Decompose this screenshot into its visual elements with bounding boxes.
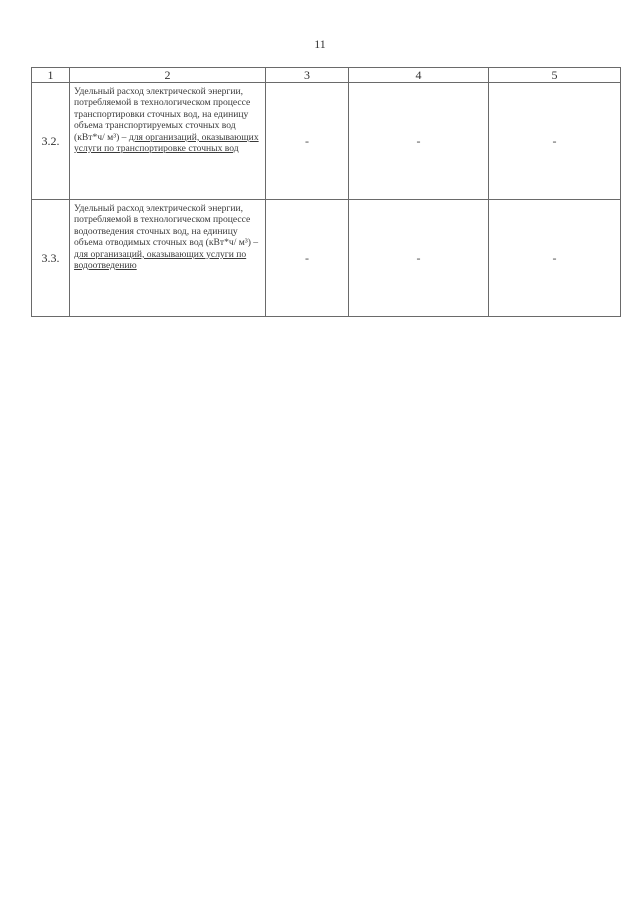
header-cell-5: 5	[489, 68, 621, 83]
value-cell-col3: -	[266, 83, 349, 200]
table-header-row	[32, 68, 621, 83]
value-cell-col3: -	[266, 200, 349, 317]
value-cell-col5: -	[489, 200, 621, 317]
table-row	[32, 83, 621, 200]
page-number: 11	[314, 37, 326, 51]
row-number-cell: 3.2.	[32, 83, 70, 200]
row-description-cell	[70, 200, 266, 317]
indicator-table	[31, 67, 621, 317]
header-cell-3: 3	[266, 68, 349, 83]
header-cell-2: 2	[70, 68, 266, 83]
description-underlined-text: для организаций, оказывающих услуги по водоотведению	[74, 248, 247, 272]
row-number-cell: 3.3.	[32, 200, 70, 317]
value-cell-col4: -	[349, 83, 489, 200]
header-cell-1: 1	[32, 68, 70, 83]
value-cell-col5: -	[489, 83, 621, 200]
header-cell-4: 4	[349, 68, 489, 83]
row-description-cell	[70, 83, 266, 200]
description-underlined-text: для организаций, оказывающих услуги по транспортировке сточных вод	[74, 131, 259, 155]
description-text: Удельный расход электрической энергии, потребляемой в технологическом процессе транспортировки сточных вод, на единицу объема транспортируемых сточных вод (кВт*ч/ м³) –	[74, 86, 251, 143]
description-text: Удельный расход электрической энергии, потребляемой в технологическом процессе водоотведения сточных вод, на единицу объема отводимых сточных вод (кВт*ч/ м³) –	[74, 203, 259, 249]
table-row	[32, 200, 621, 317]
value-cell-col4: -	[349, 200, 489, 317]
